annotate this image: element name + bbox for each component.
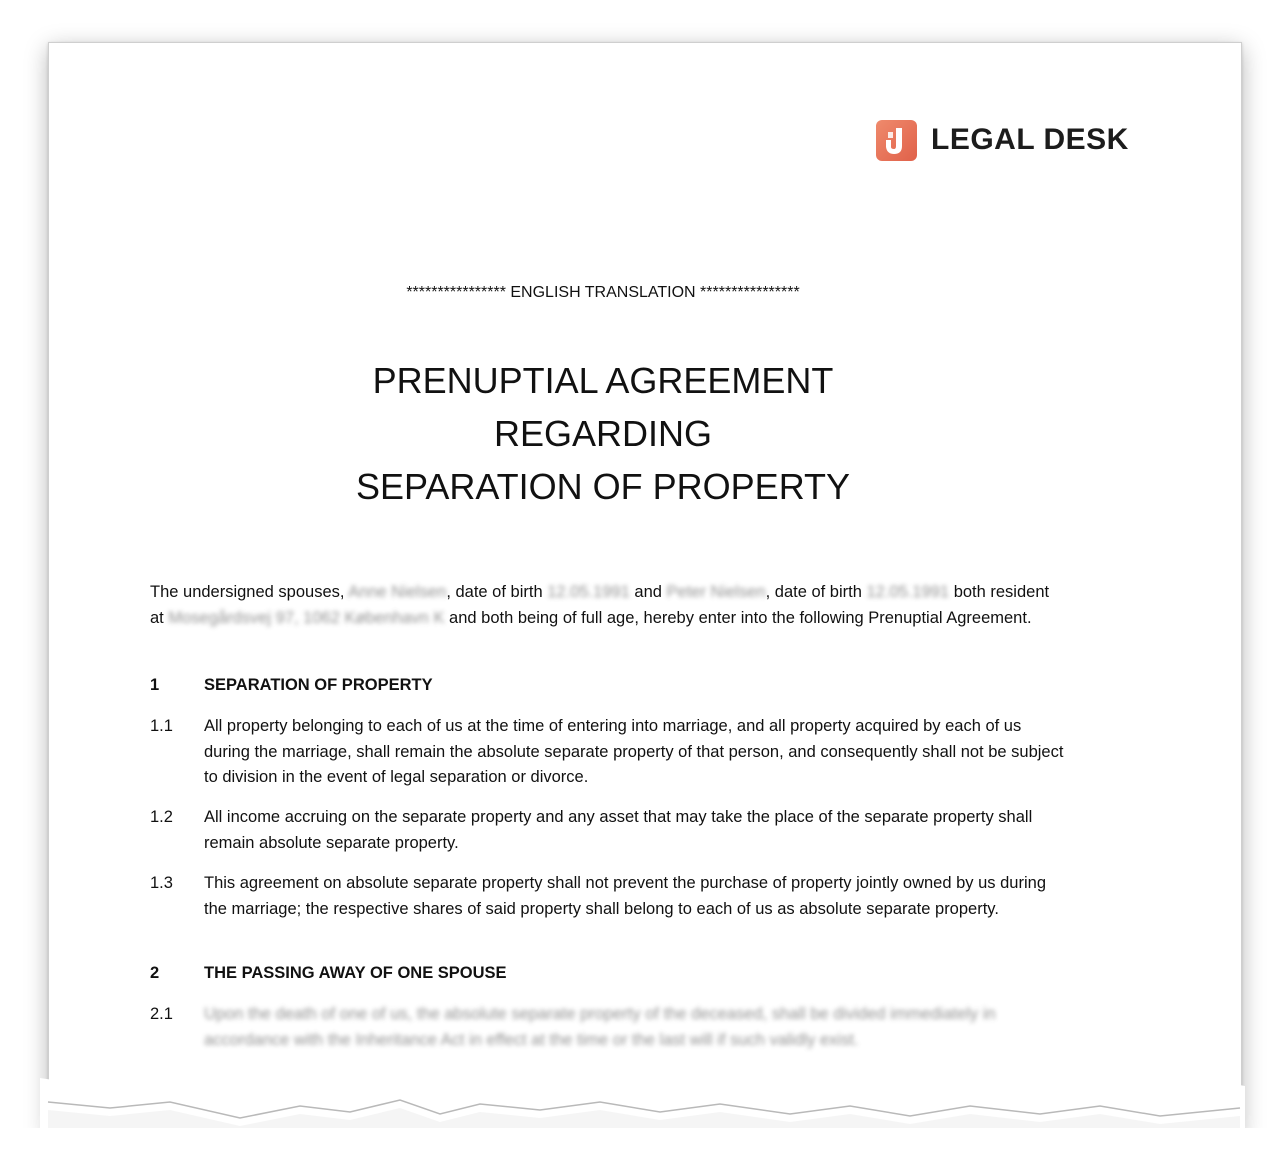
intro-paragraph [150,580,1065,631]
spouse-2-dob: 12.05.1991 [866,583,950,601]
spouse-1-name: Anne Nielsen [348,583,447,601]
clause-text: Upon the death of one of us, the absolute separate property of the deceased, shall be divided immediately in accordance with the Inheritance Act in effect at the time or the last will if such validly exist. [204,1005,996,1049]
intro-text: , date of birth [765,583,862,601]
legal-desk-logo-icon [876,120,917,161]
clause [150,805,1065,856]
clause-number: 1.2 [150,808,173,826]
brand-name: LEGAL DESK [931,123,1129,156]
clause-text: All income accruing on the separate property and any asset that may take the place of the separate property shall remain absolute separate property. [204,808,1033,852]
intro-text: both resident at [150,583,1050,627]
intro-text: and [634,583,662,601]
section-number: 1 [150,676,160,694]
clause-number: 1.1 [150,717,173,735]
torn-paper-edge [0,1040,1280,1170]
clause [150,871,1065,922]
intro-text: , date of birth [446,583,543,601]
intro-text: and both being of full age, hereby enter into the following Prenuptial Agreement. [449,608,1032,627]
clause-number: 2.1 [150,1005,173,1023]
section-heading [150,676,433,695]
legal-desk-logo [876,119,1129,161]
title-line-2: REGARDING [493,413,713,454]
spouse-2-name: Peter Nielsen [666,583,766,601]
clause-number: 1.3 [150,874,173,892]
section-title: THE PASSING AWAY OF ONE SPOUSE [204,964,507,982]
title-line-3: SEPARATION OF PROPERTY [355,466,851,507]
clause [150,1002,1065,1053]
section-title: SEPARATION OF PROPERTY [204,676,433,694]
spouse-1-dob: 12.05.1991 [547,583,630,601]
intro-text: The undersigned spouses, [150,583,345,601]
title-line-1: PRENUPTIAL AGREEMENT [372,360,834,401]
clause [150,714,1065,791]
clause-text: All property belonging to each of us at the time of entering into marriage, and all property acquired by each of us during the marriage, shall remain the absolute separate property of that person, and consequently shall not be subject to division in the event of legal separation or divorce. [204,717,1064,786]
clause-text: This agreement on absolute separate property shall not prevent the purchase of property jointly owned by us during the marriage; the respective shares of said property shall belong to each of us as absolute separate property. [204,874,1046,918]
section-number: 2 [150,964,160,982]
document-title [0,354,1206,513]
section-heading [150,964,507,983]
translation-banner: **************** ENGLISH TRANSLATION **************** [406,284,800,301]
residence-address: Mosegårdsvej 97, 1062 København K [168,608,445,627]
